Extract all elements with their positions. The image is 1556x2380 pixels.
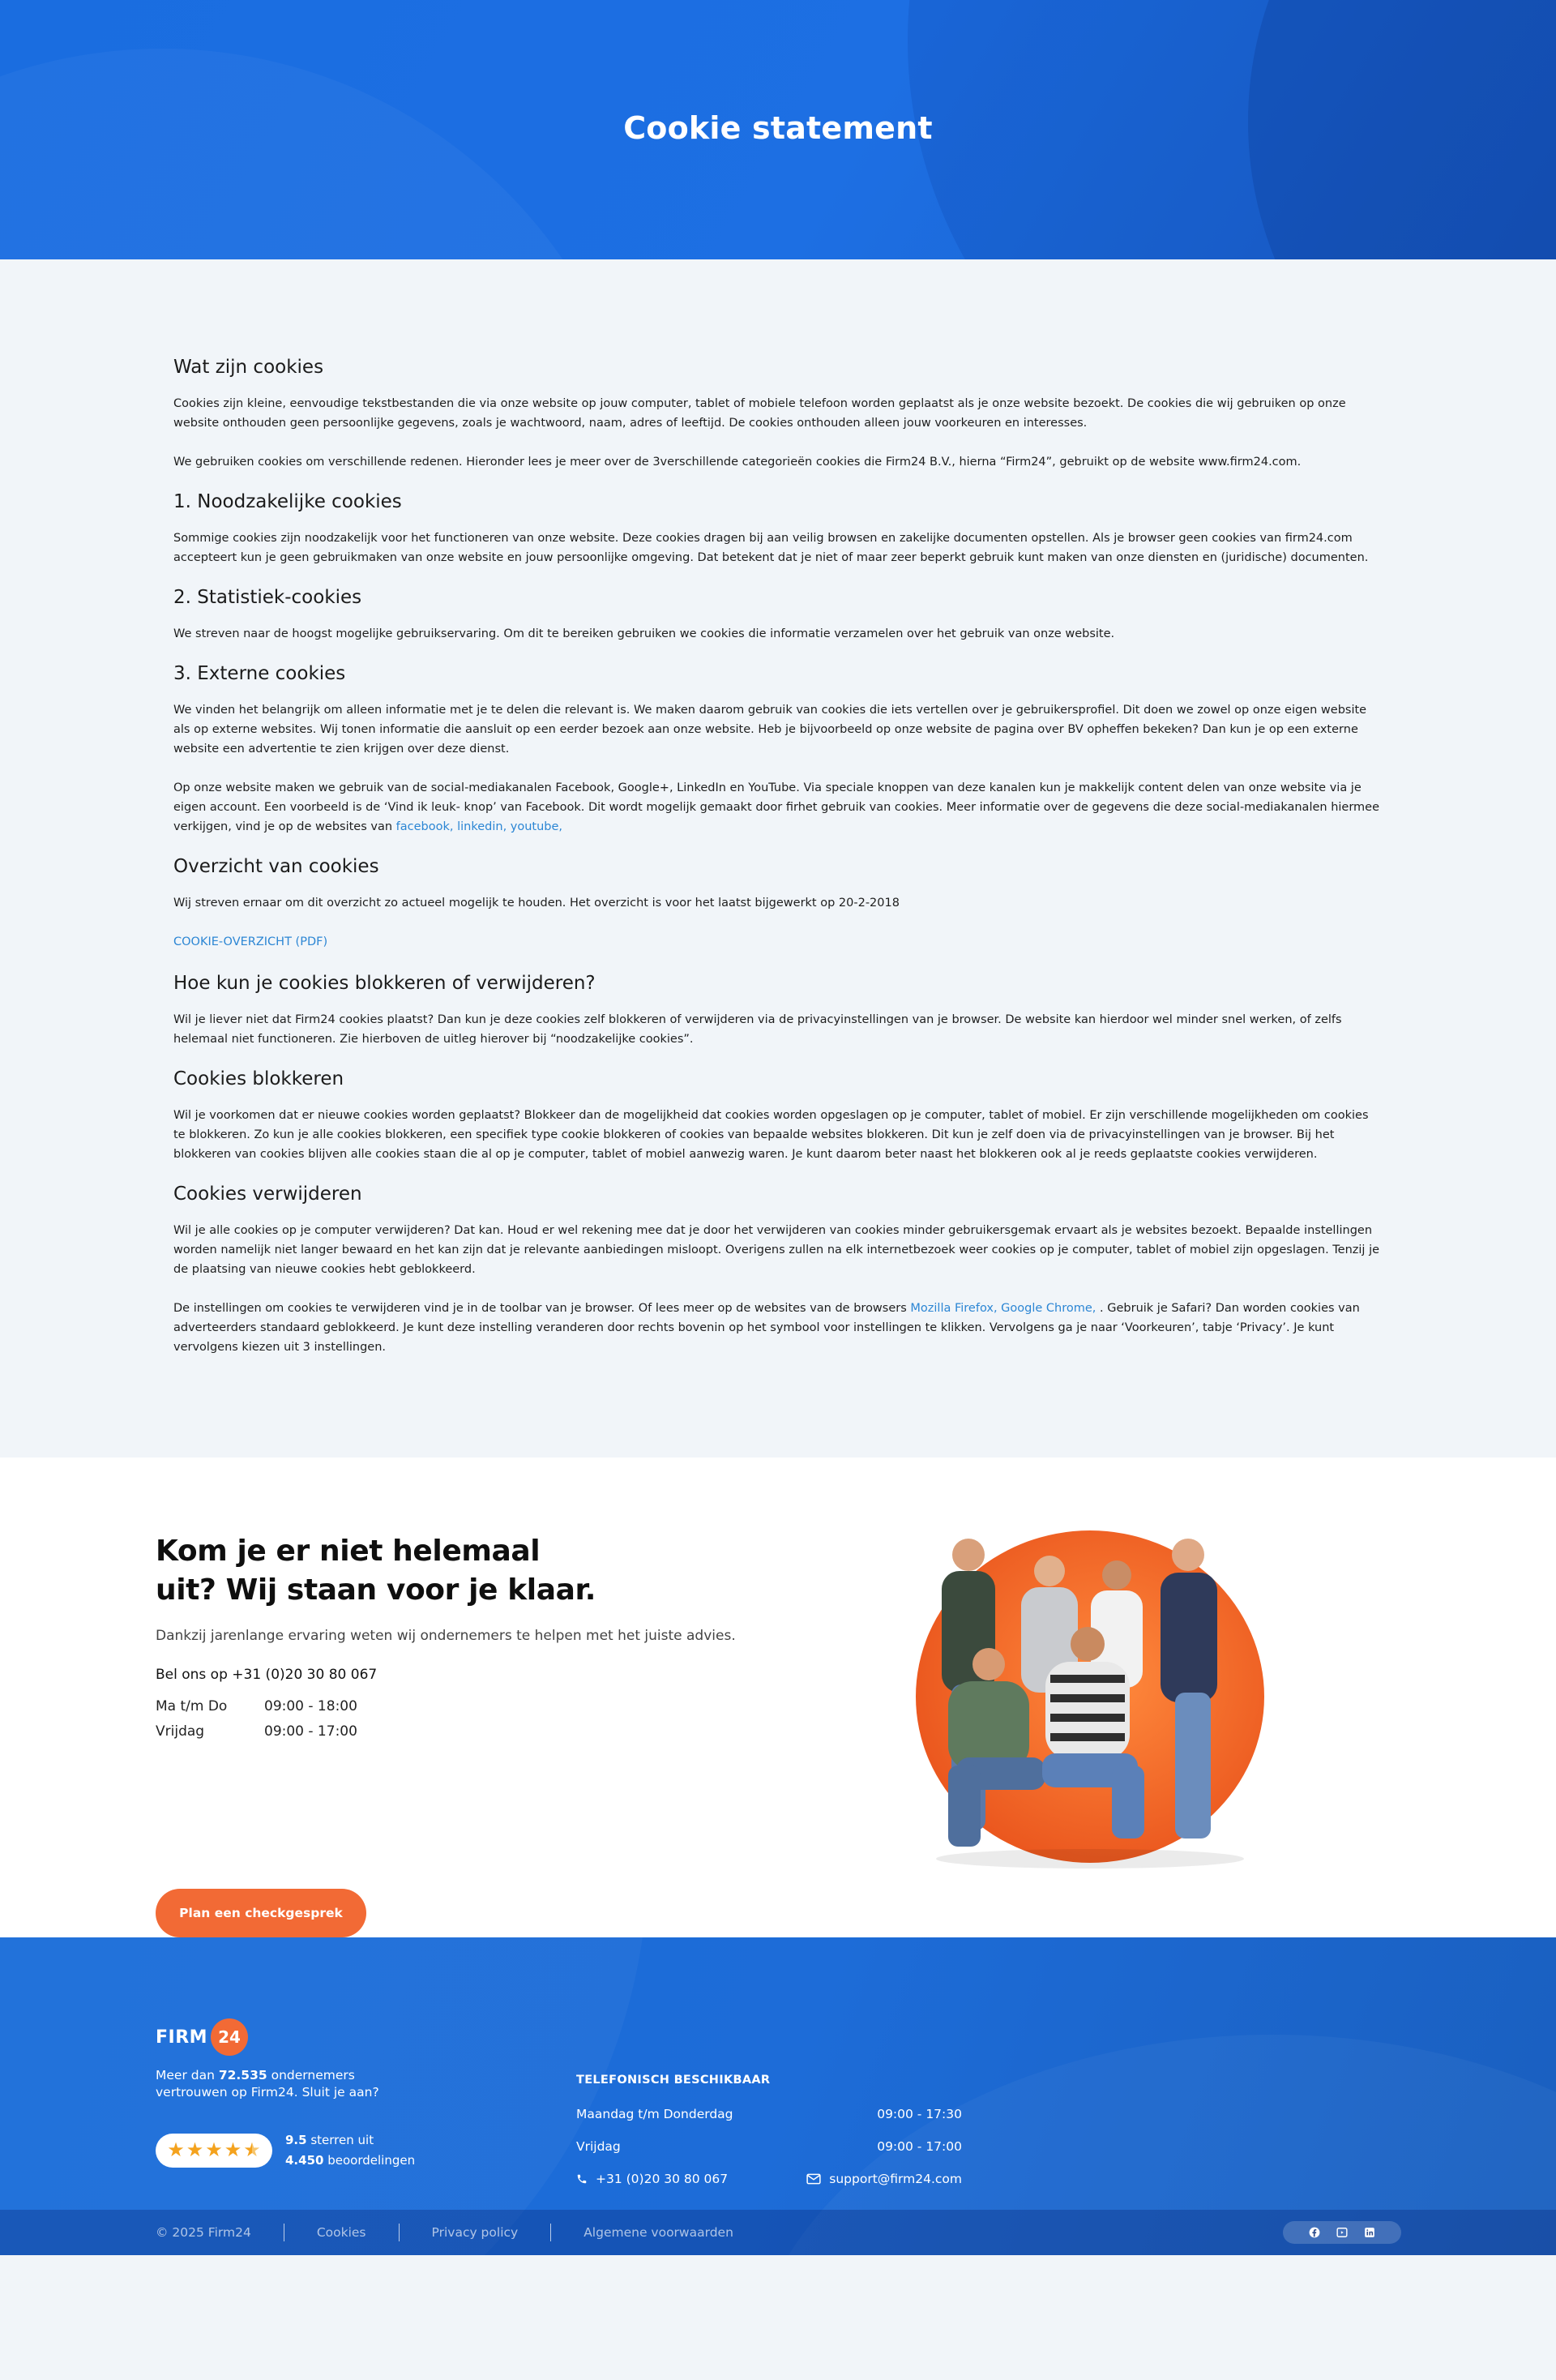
cta-subtitle: Dankzij jarenlange ervaring weten wij ondernemers te helpen met het juiste advies. — [156, 1628, 736, 1644]
paragraph-text: De instellingen om cookies te verwijderen vind je in de toolbar van je browser. Of lees meer op de websites van de browsers — [173, 1302, 911, 1315]
youtube-icon[interactable] — [1336, 2227, 1348, 2238]
rating-count-suffix: beoordelingen — [323, 2153, 416, 2168]
section-heading: Hoe kun je cookies blokkeren of verwijderen? — [173, 973, 596, 994]
section-heading: Cookies verwijderen — [173, 1184, 362, 1205]
trust-prefix: Meer dan — [156, 2068, 219, 2082]
trust-suffix: ondernemers vertrouwen op Firm24. Sluit je aan? — [156, 2068, 379, 2100]
browser-links[interactable]: Mozilla Firefox, Google Chrome, — [910, 1302, 1101, 1315]
mail-icon — [806, 2173, 821, 2185]
section-heading: Overzicht van cookies — [173, 856, 379, 877]
hours-row — [156, 1719, 772, 1744]
paragraph — [173, 1299, 1383, 1357]
cookie-content — [0, 259, 1556, 1458]
star-icon: ★ — [186, 2139, 204, 2161]
rating-score: 9.5 — [285, 2133, 307, 2147]
section-heading: 1. Noodzakelijke cookies — [173, 491, 402, 512]
paragraph: Sommige cookies zijn noodzakelijk voor het functioneren van onze website. Deze cookies dragen bij aan veilig browsen en zakelijke documenten opstellen. Als je browser geen cookies van firm24.com accepteert kun je geen gebruikmaken van onze website en jouw persoonlijke omgeving. Dat betekent dat je niet of maar zeer beperkt gebruik kunt maken van onze diensten en (juridische) documenten. — [173, 532, 1369, 564]
rating-block[interactable] — [156, 2130, 415, 2171]
site-footer — [0, 1937, 1556, 2255]
firm24-logo[interactable] — [156, 2018, 248, 2056]
footer-hours-day: Vrijdag — [576, 2139, 621, 2154]
cta-phone[interactable]: Bel ons op +31 (0)20 30 80 067 — [156, 1667, 378, 1683]
paragraph: Cookies zijn kleine, eenvoudige tekstbestanden die via onze website op jouw computer, tablet of mobiele telefoon worden geplaatst als je onze website bezoekt. De cookies die wij gebruiken op onze website onthouden geen persoonlijke gegevens, zoals je wachtwoord, naam, adres of leeftijd. De cookies onthouden alleen jouw voorkeuren en interesses. — [173, 397, 1346, 430]
footer-hours-row — [576, 2139, 962, 2154]
trust-text — [156, 2067, 415, 2101]
star-icon: ★ — [224, 2139, 242, 2161]
footer-hours-time: 09:00 - 17:30 — [877, 2107, 962, 2121]
paragraph: We gebruiken cookies om verschillende redenen. Hieronder lees je meer over de 3verschillende categorieën cookies die Firm24 B.V., hierna “Firm24”, gebruikt op de website www.firm24.com. — [173, 456, 1302, 469]
cookie-overview-pdf-link[interactable]: COOKIE-OVERZICHT (PDF) — [173, 935, 328, 948]
hours-day: Ma t/m Do — [156, 1698, 228, 1714]
terms-link[interactable]: Algemene voorwaarden — [584, 2225, 733, 2240]
paragraph-text: Op onze website maken we gebruik van de social-mediakanalen Facebook, Google+, LinkedIn en YouTube. Via speciale knoppen van deze kanalen kun je makkelijk content delen van onze website via je eigen account. Een voorbeeld is de ‘Vind ik leuk- knop’ van Facebook. Dit wordt mogelijk gemaakt door firhet gebruik van cookies. Meer informatie over de gegevens die deze social-mediakanalen hiermee verkijgen, vind je op de websites van — [173, 781, 1380, 833]
star-half-icon: ★ — [243, 2139, 261, 2161]
footer-email-address: support@firm24.com — [829, 2172, 962, 2186]
contact-cta-section — [0, 1458, 1556, 1937]
phone-availability-heading: TELEFONISCH BESCHIKBAAR — [576, 2074, 771, 2087]
paragraph: We vinden het belangrijk om alleen informatie met je te delen die relevant is. We maken daarom gebruik van cookies die iets vertellen over je gebruikersprofiel. Dit doen we zowel op onze eigen website als op externe websites. Wij tonen informatie die aansluit op een eerder bezoek aan onze website. Heb je bijvoorbeeld op onze website de pagina over BV opheffen bekeken? Dan kun je op een externe website een advertentie te zien krijgen over deze dienst. — [173, 704, 1367, 756]
hours-row — [156, 1694, 772, 1719]
facebook-icon[interactable] — [1309, 2227, 1320, 2238]
logo-wordmark: FIRM — [156, 2027, 208, 2048]
section-heading: Cookies blokkeren — [173, 1068, 344, 1089]
cta-title-line: uit? Wij staan voor je klaar. — [156, 1573, 596, 1607]
footer-contact-row — [576, 2172, 962, 2186]
hero-banner — [0, 0, 1556, 259]
hours-day: Vrijdag — [156, 1723, 205, 1740]
trust-count: 72.535 — [218, 2068, 267, 2082]
rating-score-line — [285, 2130, 415, 2151]
page-title: Cookie statement — [623, 110, 933, 146]
paragraph: We streven naar de hoogst mogelijke gebruikservaring. Om dit te bereiken gebruiken we cookies die informatie verzamelen over het gebruik van onze website. — [173, 627, 1115, 640]
rating-count-line — [285, 2151, 415, 2171]
rating-score-suffix: sterren uit — [306, 2133, 374, 2147]
cookies-link[interactable]: Cookies — [316, 2225, 366, 2240]
section-heading: Wat zijn cookies — [173, 357, 324, 378]
divider — [399, 2224, 400, 2241]
phone-icon — [576, 2173, 588, 2185]
paragraph: Wil je alle cookies op je computer verwijderen? Dat kan. Houd er wel rekening mee dat je door het verwijderen van cookies minder gebruikersgemak ervaart als je websites bezoekt. Bepaalde instellingen worden namelijk niet langer bewaard en het kan zijn dat je relevante aanbiedingen misloopt. Overigens zullen na elk internetbezoek weer cookies op je computer, tablet of mobiel zijn opgeslagen. Tenzij je de plaatsing van nieuwe cookies hebt geblokkeerd. — [173, 1224, 1380, 1276]
linkedin-icon[interactable] — [1364, 2227, 1375, 2238]
footer-legal-links — [156, 2210, 733, 2255]
footer-hours-row — [576, 2107, 962, 2121]
hours-time: 09:00 - 18:00 — [264, 1698, 357, 1714]
paragraph: Wil je voorkomen dat er nieuwe cookies worden geplaatst? Blokkeer dan de mogelijkheid dat cookies worden opgeslagen op je computer, tablet of mobiel. Er zijn verschillende mogelijkheden om cookies te blokkeren. Zo kun je alle cookies blokkeren, een specifiek type cookie blokkeren of cookies van bepaalde websites blokkeren. Dit kun je zelf doen via de privacyinstellingen van je browser. Bij het blokkeren van cookies blijven alle cookies staan die al op je computer, tablet of mobiel aanwezig waren. Je kunt daarom beter naast het blokkeren ook al je reeds geplaatste cookies verwijderen. — [173, 1109, 1369, 1161]
footer-email[interactable] — [806, 2172, 962, 2186]
paragraph: Wij streven ernaar om dit overzicht zo actueel mogelijk te houden. Het overzicht is voor het laatst bijgewerkt op 20-2-2018 — [173, 897, 900, 910]
privacy-policy-link[interactable]: Privacy policy — [431, 2225, 519, 2240]
footer-hours-day: Maandag t/m Donderdag — [576, 2107, 733, 2121]
divider — [550, 2224, 551, 2241]
hero-decoration — [0, 49, 648, 259]
footer-phone[interactable] — [576, 2172, 728, 2186]
copyright: © 2025 Firm24 — [156, 2225, 251, 2240]
cta-title-line: Kom je er niet helemaal — [156, 1535, 541, 1568]
hours-time: 09:00 - 17:00 — [264, 1723, 357, 1740]
social-links[interactable]: facebook, linkedin, youtube, — [395, 820, 563, 833]
paragraph — [173, 778, 1383, 837]
logo-badge: 24 — [211, 2018, 248, 2056]
team-photo — [900, 1522, 1264, 1871]
section-heading: 3. Externe cookies — [173, 663, 346, 684]
footer-hours-time: 09:00 - 17:00 — [877, 2139, 962, 2154]
paragraph: Wil je liever niet dat Firm24 cookies plaatst? Dan kun je deze cookies zelf blokkeren of verwijderen via de privacyinstellingen van je browser. De website kan hierdoor wel minder snel werken, of zelfs helemaal niet functioneren. Zie hierboven de uitleg hierover bij “noodzakelijke cookies”. — [173, 1013, 1342, 1046]
paragraph — [173, 932, 1383, 952]
social-icons — [1283, 2221, 1401, 2244]
cta-text-block — [156, 1532, 772, 1920]
section-heading: 2. Statistiek-cookies — [173, 587, 362, 608]
rating-text — [285, 2130, 415, 2171]
rating-stars — [156, 2134, 272, 2168]
star-icon: ★ — [205, 2139, 223, 2161]
paragraph-text: . Gebruik je Safari? Dan worden cookies van adverteerders standaard geblokkeerd. Je kunt deze instelling veranderen door rechts bovenin op het symbool voor instellingen te klikken. Vervolgens ga je naar ‘Voorkeuren’, tabje ‘Privacy’. Je kunt vervolgens kiezen uit 3 instellingen. — [173, 1302, 1360, 1354]
star-icon: ★ — [167, 2139, 185, 2161]
rating-count: 4.450 — [285, 2153, 324, 2168]
plan-checkgesprek-button[interactable]: Plan een checkgesprek — [156, 1889, 366, 1937]
cta-title — [156, 1532, 772, 1610]
footer-phone-number: +31 (0)20 30 80 067 — [596, 2172, 729, 2186]
footer-bottom-bar — [0, 2210, 1556, 2255]
